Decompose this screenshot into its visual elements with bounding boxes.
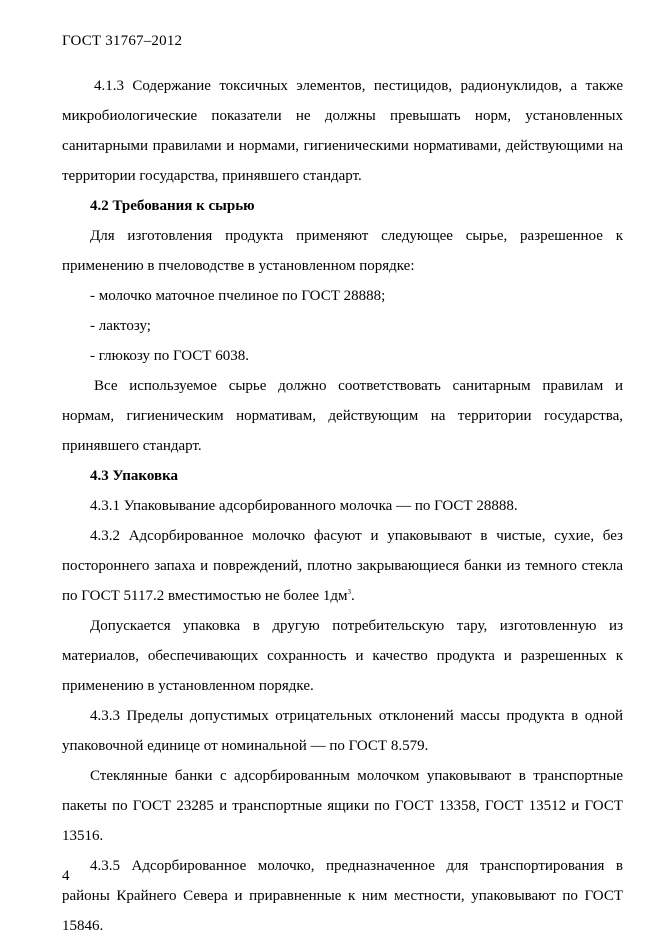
paragraph-transport-packaging: Стеклянные банки с адсорбированным молочком упаковывают в транспортные пакеты по ГОСТ 23285 и транспортные ящики по ГОСТ 13358, ГОСТ 13512 и ГОСТ 13516. — [62, 768, 623, 844]
document-header: ГОСТ 31767–2012 — [62, 33, 183, 49]
paragraph-4-1-3: 4.1.3 Содержание токсичных элементов, пестицидов, радионуклидов, а также микробиологические показатели не должны превышать норм, установленных санитарными правилами и нормами, гигиеническими нормативами, действующими на территории государства, принявшего стандарт. — [62, 78, 623, 184]
paragraph-4-3-1: 4.3.1 Упаковывание адсорбированного молочка — по ГОСТ 28888. — [90, 498, 518, 514]
paragraph-4-3-3: 4.3.3 Пределы допустимых отрицательных отклонений массы продукта в одной упаковочной единице от номинальной — по ГОСТ 8.579. — [62, 708, 623, 754]
paragraph-4-2-intro: Для изготовления продукта применяют следующее сырье, разрешенное к применению в пчеловодстве в установленном порядке: — [62, 228, 623, 274]
document-body — [62, 71, 623, 941]
list-item: - лактозу; — [90, 318, 151, 334]
paragraph-4-3-5: 4.3.5 Адсорбированное молочко, предназначенное для транспортирования в районы Крайнего Севера и приравненные к ним местности, упаковывают по ГОСТ 15846. — [62, 858, 623, 934]
section-heading-4-3: 4.3 Упаковка — [90, 468, 179, 484]
paragraph-4-3-2-end: . — [350, 588, 355, 604]
paragraph-raw-materials-requirements: Все используемое сырье должно соответствовать санитарным правилам и нормам, гигиеническим нормативам, действующим на территории государства, принявшего стандарт. — [62, 378, 623, 454]
paragraph-4-3-2-text: 4.3.2 Адсорбированное молочко фасуют и упаковывают в чистые, сухие, без постороннего запаха и повреждений, плотно закрывающиеся банки из темного стекла по ГОСТ 5117.2 вместимостью не более 1дм — [62, 528, 623, 604]
superscript-cubic: 3 — [347, 588, 351, 596]
list-item: - глюкозу по ГОСТ 6038. — [90, 348, 249, 364]
page-number: 4 — [62, 868, 70, 884]
section-heading-4-2: 4.2 Требования к сырью — [90, 198, 255, 214]
paragraph-4-3-2 — [62, 521, 623, 611]
paragraph-4-3-2-alt-packaging: Допускается упаковка в другую потребительскую тару, изготовленную из материалов, обеспечивающих сохранность и качество продукта и разрешенных к применению в установленном порядке. — [62, 618, 623, 694]
list-item: - молочко маточное пчелиное по ГОСТ 28888; — [90, 288, 386, 304]
